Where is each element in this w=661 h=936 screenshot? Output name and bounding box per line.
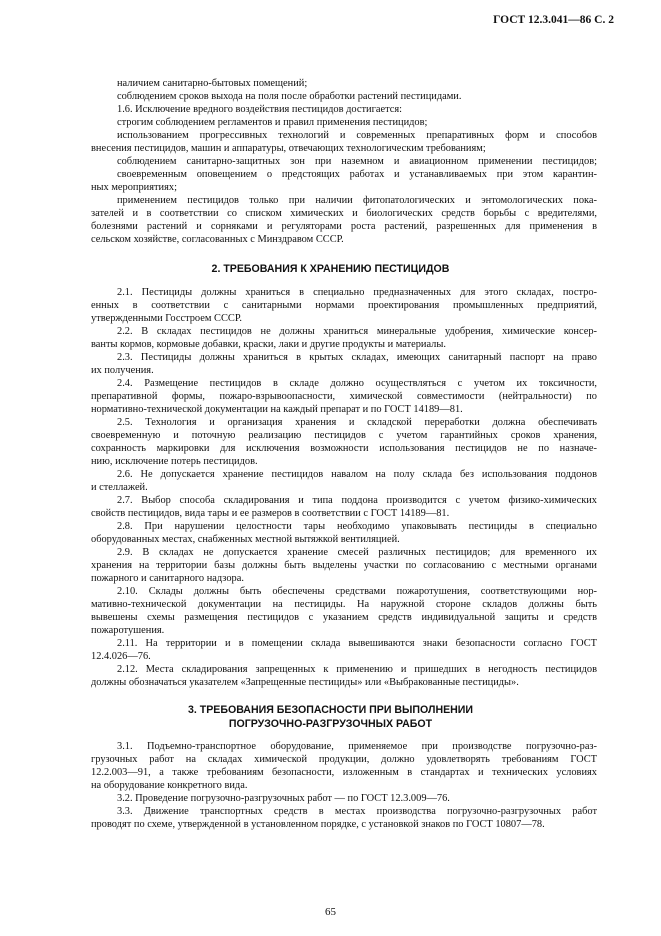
text-line: сохранность маркировки для исключения возможности использования пестицидов не по назначе- xyxy=(91,443,597,454)
text-line: 3.1. Подъемно-транспортное оборудование, применяемое при производстве погрузочно-раз- xyxy=(117,741,597,752)
text-line: нию, исключение потерь пестицидов. xyxy=(91,456,258,467)
text-line: на оборудование конкретного вида. xyxy=(91,780,248,791)
text-line: вывешены схемы размещения пестицидов с указанием средств индивидуальной защиты и средств xyxy=(91,612,597,623)
text-line: нормативно-технической документации на каждый препарат и по ГОСТ 14189—81. xyxy=(91,404,463,415)
text-line: зателей и в соответствии со списком химических и биологических средств борьбы с вредителями, xyxy=(91,208,597,219)
text-line: и стеллажей. xyxy=(91,482,148,493)
text-line: 2.11. На территории и в помещении склада вывешиваются знаки безопасности согласно ГОСТ xyxy=(117,638,597,649)
text-line: их получения. xyxy=(91,365,154,376)
text-line: препаративной формы, пожаро-взрывоопасности, химической совместимости (нейтральности) по xyxy=(91,391,597,402)
text-line: 12.4.026—76. xyxy=(91,651,151,662)
text-line: сельском хозяйстве, согласованных с Минздравом СССР. xyxy=(91,234,344,245)
text-line: 1.6. Исключение вредного воздействия пестицидов достигается: xyxy=(117,104,403,115)
text-line: использованием прогрессивных технологий и современных препаративных форм и способов xyxy=(117,130,597,141)
text-line: наличием санитарно-бытовых помещений; xyxy=(117,78,308,89)
text-line: внесения пестицидов, машин и аппаратуры, отвечающих технологическим требованиям; xyxy=(91,143,486,154)
text-line: болезнями растений и сорняками и регуляторами роста растений, разрешенных для применения в xyxy=(91,221,597,232)
text-line: 2.5. Технология и организация хранения и складской переработки должна обеспечивать xyxy=(117,417,597,428)
text-line: пожарного и санитарного надзора. xyxy=(91,573,244,584)
section-title: ПОГРУЗОЧНО-РАЗГРУЗОЧНЫХ РАБОТ xyxy=(228,718,433,730)
section-title: 2. ТРЕБОВАНИЯ К ХРАНЕНИЮ ПЕСТИЦИДОВ xyxy=(211,263,450,275)
text-line: строгим соблюдением регламентов и правил применения пестицидов; xyxy=(117,117,428,128)
text-line: должны обозначаться указателем «Запрещенные пестициды» или «Выбракованные пестициды». xyxy=(91,677,519,688)
text-line: своевременную и поточную реализацию пестицидов с учетом гарантийных сроков хранения, xyxy=(91,430,597,441)
text-line: соблюдением санитарно-защитных зон при наземном и авиационном применении пестицидов; xyxy=(117,156,597,167)
text-line: пожаротушения. xyxy=(91,625,165,636)
text-line: 2.1. Пестициды должны храниться в специально предназначенных для этого складах, постро- xyxy=(117,287,597,298)
section-title: 3. ТРЕБОВАНИЯ БЕЗОПАСНОСТИ ПРИ ВЫПОЛНЕНИИ xyxy=(187,704,474,716)
text-line: 12.2.003—91, а также требованиям безопасности, изложенным в стандартах и технических условиях xyxy=(91,767,597,778)
text-line: соблюдением сроков выхода на поля после обработки растений пестицидами. xyxy=(117,91,462,102)
text-line: 2.4. Размещение пестицидов в складе должно осуществляться с учетом их токсичности, xyxy=(117,378,597,389)
text-line: 2.10. Склады должны быть обеспечены средствами пожаротушения, соответствующими нор- xyxy=(117,586,597,597)
text-line: енных в соответствии с санитарными нормами проектирования промышленных предприятий, xyxy=(91,300,597,311)
text-line: хранения на территории базы должны быть выделены участки по согласованию с местными органами xyxy=(91,560,597,571)
page-number: 65 xyxy=(325,906,336,918)
text-line: 2.7. Выбор способа складирования и типа поддона производится с учетом физико-химических xyxy=(117,495,597,506)
text-line: проводят по схеме, утвержденной в установленном порядке, с установкой знаков по ГОСТ 10807—78. xyxy=(91,819,545,830)
text-line: 2.6. Не допускается хранение пестицидов навалом на полу склада без использования поддонов xyxy=(117,469,597,480)
text-line: ных мероприятиях; xyxy=(91,182,177,193)
text-line: применением пестицидов только при наличии фитопатологических и энтомологических пока- xyxy=(117,195,597,206)
text-line: 2.3. Пестициды должны храниться в крытых складах, имеющих санитарный паспорт на право xyxy=(117,352,597,363)
page-header: ГОСТ 12.3.041—86 С. 2 xyxy=(493,14,614,26)
text-line: 3.2. Проведение погрузочно-разгрузочных работ — по ГОСТ 12.3.009—76. xyxy=(117,793,450,804)
text-line: 2.2. В складах пестицидов не должны храниться минеральные удобрения, химические консер- xyxy=(117,326,597,337)
text-line: 2.8. При нарушении целостности тары необходимо упаковывать пестициды в специально xyxy=(117,521,597,532)
text-line: 2.9. В складах не допускается хранение смесей различных пестицидов; для временного их xyxy=(117,547,597,558)
text-line: 2.12. Места складирования запрещенных к применению и пришедших в негодность пестицидов xyxy=(117,664,597,675)
text-line: оборудованных местах, снабженных местной вытяжкой вентиляцией. xyxy=(91,534,400,545)
text-line: утвержденными Госстроем СССР. xyxy=(91,313,242,324)
text-line: своевременным оповещением о предстоящих работах и устанавливаемых при этом карантин- xyxy=(117,169,597,180)
text-line: мативно-технической документации на пестициды. На наружной стороне складов должны быть xyxy=(91,599,597,610)
text-line: свойств пестицидов, вида тары и ее размеров в соответствии с ГОСТ 14189—81. xyxy=(91,508,450,519)
text-line: грузочных работ на складах химической продукции, должно удовлетворять требованиям ГОСТ xyxy=(91,754,597,765)
text-line: ванты кормов, кормовые добавки, краски, лаки и другие продукты и материалы. xyxy=(91,339,446,350)
text-line: 3.3. Движение транспортных средств в местах производства погрузочно-разгрузочных работ xyxy=(117,806,597,817)
